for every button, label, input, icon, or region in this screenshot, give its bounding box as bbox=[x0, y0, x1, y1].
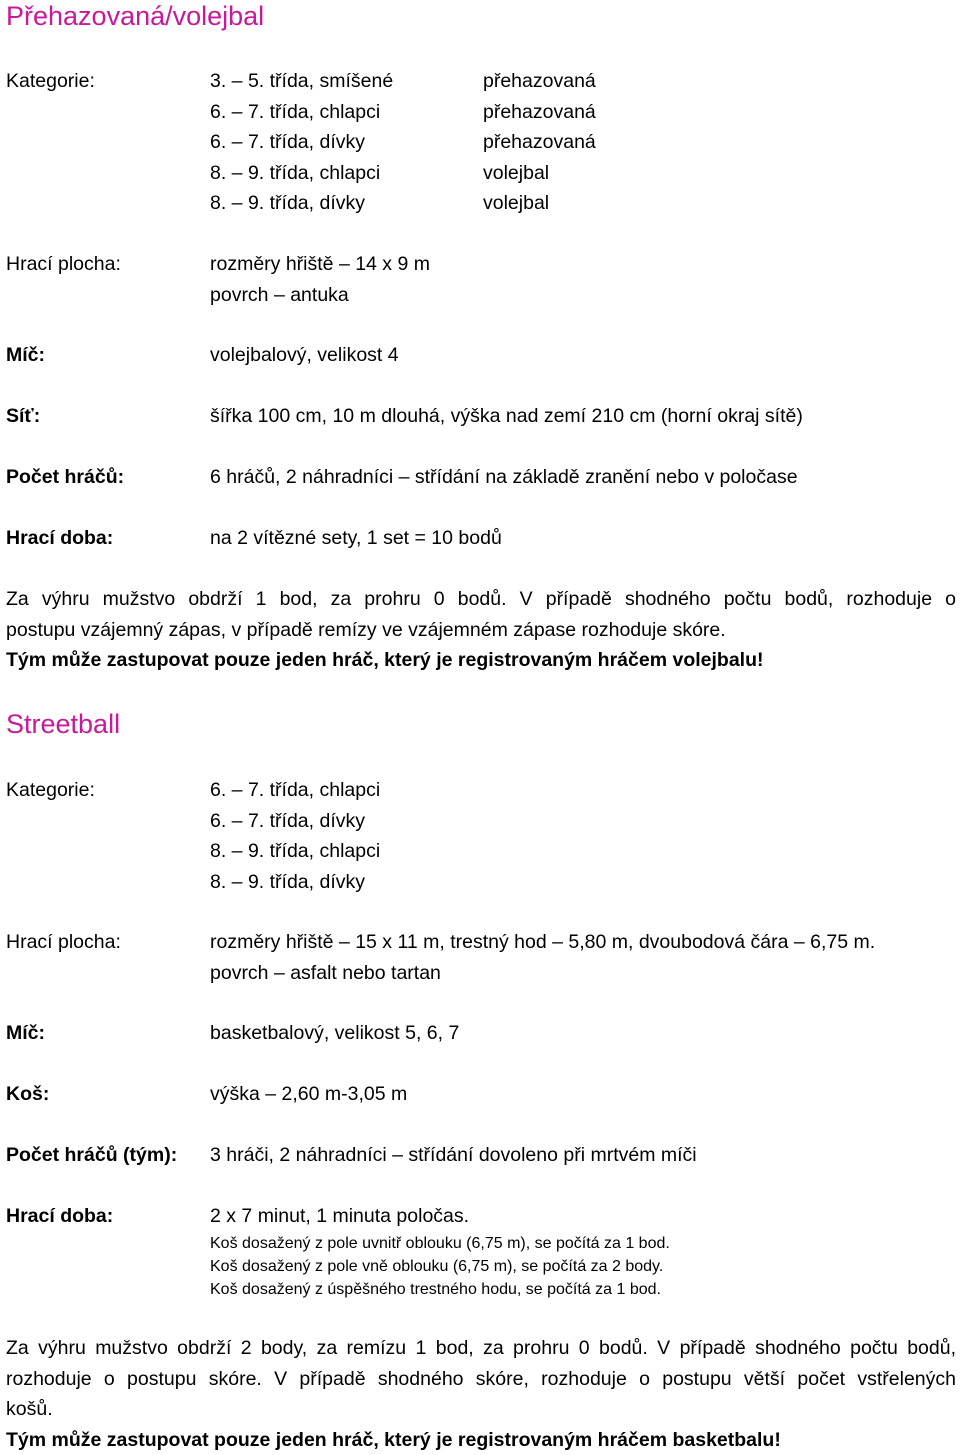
volleyball-rules-bold: Tým může zastupovat pouze jeden hráč, který je registrovaným hráčem volejbalu! bbox=[6, 645, 956, 676]
volleyball-category-sport: přehazovaná bbox=[483, 129, 596, 155]
volleyball-court-label: Hrací plocha: bbox=[6, 251, 121, 277]
streetball-players-label: Počet hráčů (tým): bbox=[6, 1142, 177, 1168]
volleyball-net-label: Síť: bbox=[6, 403, 40, 429]
streetball-rules-line: rozhoduje o postupu skóre. V případě shodného skóre, rozhoduje o postupu větší počet vstřelených bbox=[6, 1364, 956, 1395]
streetball-category: 8. – 9. třída, dívky bbox=[210, 869, 365, 895]
streetball-scoring-line: Koš dosažený z pole uvnitř oblouku (6,75 m), se počítá za 1 bod. bbox=[210, 1233, 670, 1255]
volleyball-category-grade: 6. – 7. třída, chlapci bbox=[210, 99, 380, 125]
volleyball-court-line: rozměry hřiště – 14 x 9 m bbox=[210, 251, 430, 277]
streetball-court-label: Hrací plocha: bbox=[6, 929, 121, 955]
section-title-streetball: Streetball bbox=[6, 708, 120, 740]
volleyball-ball-value: volejbalový, velikost 4 bbox=[210, 342, 399, 368]
volleyball-category-grade: 3. – 5. třída, smíšené bbox=[210, 68, 393, 94]
volleyball-time-label: Hrací doba: bbox=[6, 525, 113, 551]
volleyball-category-grade: 8. – 9. třída, chlapci bbox=[210, 160, 380, 186]
streetball-time-value: 2 x 7 minut, 1 minuta poločas. bbox=[210, 1203, 469, 1229]
streetball-rules-line: Za výhru mužstvo obdrží 2 body, za remízu 1 bod, za prohru 0 bodů. V případě shodného počtu bodů, bbox=[6, 1333, 956, 1364]
volleyball-players-value: 6 hráčů, 2 náhradníci – střídání na základě zranění nebo v poločase bbox=[210, 464, 798, 490]
streetball-ball-label: Míč: bbox=[6, 1020, 45, 1046]
volleyball-court-line: povrch – antuka bbox=[210, 282, 349, 308]
streetball-time-label: Hrací doba: bbox=[6, 1203, 113, 1229]
streetball-rules-bold: Tým může zastupovat pouze jeden hráč, který je registrovaným hráčem basketbalu! bbox=[6, 1425, 956, 1455]
volleyball-category-sport: volejbal bbox=[483, 190, 549, 216]
section-title-volleyball: Přehazovaná/volejbal bbox=[6, 0, 264, 32]
streetball-basket-label: Koš: bbox=[6, 1081, 49, 1107]
streetball-rules-line: košů. bbox=[6, 1394, 956, 1425]
volleyball-rules-line: Za výhru mužstvo obdrží 1 bod, za prohru 0 bodů. V případě shodného počtu bodů, rozhoduje o bbox=[6, 584, 956, 615]
streetball-court-line: rozměry hřiště – 15 x 11 m, trestný hod – 5,80 m, dvoubodová čára – 6,75 m. bbox=[210, 929, 875, 955]
volleyball-category-sport: volejbal bbox=[483, 160, 549, 186]
streetball-scoring-line: Koš dosažený z pole vně oblouku (6,75 m), se počítá za 2 body. bbox=[210, 1256, 663, 1278]
volleyball-categories-label: Kategorie: bbox=[6, 68, 95, 94]
streetball-basket-value: výška – 2,60 m-3,05 m bbox=[210, 1081, 407, 1107]
volleyball-category-grade: 6. – 7. třída, dívky bbox=[210, 129, 365, 155]
volleyball-net-value: šířka 100 cm, 10 m dlouhá, výška nad zemí 210 cm (horní okraj sítě) bbox=[210, 403, 803, 429]
volleyball-ball-label: Míč: bbox=[6, 342, 45, 368]
volleyball-category-grade: 8. – 9. třída, dívky bbox=[210, 190, 365, 216]
volleyball-category-sport: přehazovaná bbox=[483, 99, 596, 125]
volleyball-category-sport: přehazovaná bbox=[483, 68, 596, 94]
volleyball-rules-line: postupu vzájemný zápas, v případě remízy ve vzájemném zápase rozhoduje skóre. bbox=[6, 615, 956, 646]
streetball-ball-value: basketbalový, velikost 5, 6, 7 bbox=[210, 1020, 459, 1046]
streetball-category: 6. – 7. třída, dívky bbox=[210, 808, 365, 834]
volleyball-time-value: na 2 vítězné sety, 1 set = 10 bodů bbox=[210, 525, 502, 551]
streetball-categories-label: Kategorie: bbox=[6, 777, 95, 803]
streetball-court-line: povrch – asfalt nebo tartan bbox=[210, 960, 441, 986]
streetball-category: 6. – 7. třída, chlapci bbox=[210, 777, 380, 803]
streetball-category: 8. – 9. třída, chlapci bbox=[210, 838, 380, 864]
streetball-scoring-line: Koš dosažený z úspěšného trestného hodu, se počítá za 1 bod. bbox=[210, 1279, 661, 1301]
streetball-players-value: 3 hráči, 2 náhradníci – střídání dovoleno při mrtvém míči bbox=[210, 1142, 697, 1168]
volleyball-players-label: Počet hráčů: bbox=[6, 464, 124, 490]
